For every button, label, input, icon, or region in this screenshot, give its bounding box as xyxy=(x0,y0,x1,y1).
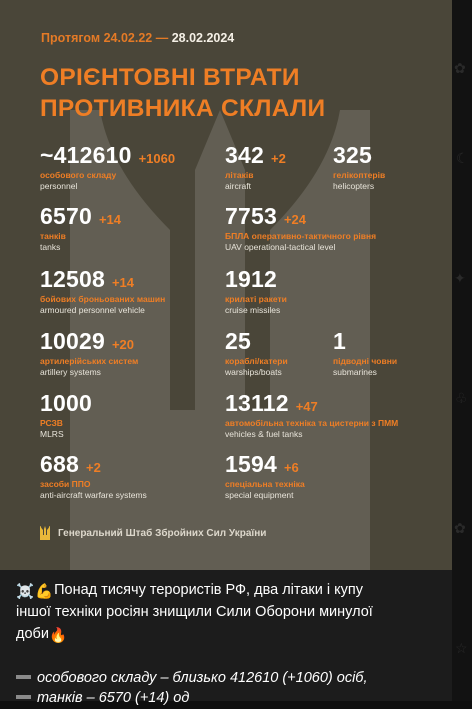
stat-value: 1 xyxy=(333,328,346,354)
stat-special-equipment xyxy=(225,451,305,500)
stat-delta: +14 xyxy=(98,212,122,227)
stat-delta: +47 xyxy=(295,399,318,414)
doodle-icon: ☾ xyxy=(456,150,469,166)
stat-delta: +24 xyxy=(283,212,307,227)
stat-label-en: vehicles & fuel tanks xyxy=(225,429,303,439)
stat-label-ua: артилерійських систем xyxy=(40,356,139,366)
stat-delta: +2 xyxy=(270,151,286,166)
stat-label-ua: БПЛА оперативно-тактичного рівня xyxy=(225,231,377,241)
stat-label-ua: особового складу xyxy=(40,170,117,180)
stat-label-en: aircraft xyxy=(225,181,251,191)
stat-value: 12508 xyxy=(40,266,105,292)
stat-value: 325 xyxy=(333,142,372,168)
period-label xyxy=(41,31,234,45)
stat-label-en: tanks xyxy=(40,242,61,252)
stat-delta: +2 xyxy=(85,460,101,475)
headline-line-1: ОРІЄНТОВНІ ВТРАТИ xyxy=(40,64,300,91)
message-line-1 xyxy=(16,580,363,603)
doodle-icon: ✿ xyxy=(454,60,466,76)
stat-label-ua: засоби ППО xyxy=(40,479,91,489)
message-line-4 xyxy=(16,668,367,689)
doodle-icon: ✦ xyxy=(454,270,466,286)
stat-value: 6570 xyxy=(40,203,92,229)
stat-mlrs xyxy=(40,390,92,439)
stat-label-en: armoured personnel vehicle xyxy=(40,305,145,315)
message-line-1-text: Понад тисячу терористів РФ, два літаки і купу xyxy=(54,582,364,598)
dash-icon xyxy=(16,695,31,699)
message-line-3-text: доби xyxy=(16,626,49,642)
skull-crossbones-icon: ☠️ xyxy=(16,584,35,600)
stat-vehicles xyxy=(225,390,398,439)
stat-armoured-vehicles xyxy=(40,266,165,315)
doodle-icon: ♧ xyxy=(455,390,468,406)
period-end-date: 28.02.2024 xyxy=(171,31,235,45)
stat-value: 342 xyxy=(225,142,264,168)
dash-icon xyxy=(16,675,31,679)
stat-label-ua: бойових броньованих машин xyxy=(40,294,166,304)
stat-cruise-missiles xyxy=(225,266,287,315)
stat-warships xyxy=(225,328,288,377)
footer xyxy=(40,526,266,540)
stat-label-ua: підводні човни xyxy=(333,356,398,366)
stat-anti-aircraft xyxy=(40,451,147,500)
stat-delta: +14 xyxy=(111,275,135,290)
stat-label-en: artillery systems xyxy=(40,367,101,377)
stat-helicopters xyxy=(333,142,385,191)
stat-delta: +6 xyxy=(283,460,299,475)
stat-value: ~412610 xyxy=(40,142,132,168)
stat-artillery xyxy=(40,328,138,377)
stat-aircraft xyxy=(225,142,286,191)
stat-label-en: helicopters xyxy=(333,181,375,191)
stat-label-en: anti-aircraft warfare systems xyxy=(40,490,147,500)
stat-value: 13112 xyxy=(225,390,289,416)
stat-value: 688 xyxy=(40,451,79,477)
stat-label-ua: спеціальна техніка xyxy=(225,479,305,489)
stat-label-en: UAV operational-tactical level xyxy=(225,242,336,252)
stat-personnel xyxy=(40,142,175,191)
stat-label-en: personnel xyxy=(40,181,78,191)
footer-text: Генеральний Штаб Збройних Сил України xyxy=(58,527,267,539)
message-line-3 xyxy=(16,624,68,647)
stat-value: 10029 xyxy=(40,328,105,354)
stat-value: 7753 xyxy=(225,203,277,229)
trident-icon xyxy=(40,526,50,540)
stat-label-ua: автомобільна техніка та цистерни з ПММ xyxy=(225,418,399,428)
stat-label-en: MLRS xyxy=(40,429,64,439)
muscle-icon: 💪 xyxy=(35,584,54,600)
stat-label-ua: кораблі/катери xyxy=(225,356,288,366)
message-line-5-text: танків – 6570 (+14) од xyxy=(37,690,190,706)
stat-value: 1000 xyxy=(40,390,92,416)
stat-label-ua: танків xyxy=(40,231,66,241)
doodle-icon: ✿ xyxy=(454,520,466,536)
stat-value: 1594 xyxy=(225,451,277,477)
message-text[interactable] xyxy=(0,570,452,706)
stat-tanks xyxy=(40,203,121,252)
period-prefix: Протягом 24.02.22 — xyxy=(41,31,172,45)
scroll-gutter[interactable] xyxy=(452,0,472,701)
headline xyxy=(40,62,420,124)
stat-delta: +1060 xyxy=(138,151,176,166)
stat-label-en: warships/boats xyxy=(225,367,282,377)
stat-label-ua: РСЗВ xyxy=(40,418,63,428)
stat-value: 1912 xyxy=(225,266,277,292)
message-line-5 xyxy=(16,688,189,709)
stat-uav xyxy=(225,203,376,252)
stat-label-ua: літаків xyxy=(225,170,254,180)
message-line-2: іншої техніки росіян знищили Сили Оборони минулої xyxy=(16,604,373,620)
stat-label-en: cruise missiles xyxy=(225,305,281,315)
headline-line-2: ПРОТИВНИКА СКЛАЛИ xyxy=(40,95,326,122)
stat-label-en: special equipment xyxy=(225,490,294,500)
stat-delta: +20 xyxy=(111,337,135,352)
stat-label-ua: гелікоптерів xyxy=(333,170,386,180)
stat-value: 25 xyxy=(225,328,251,354)
stat-label-ua: крилаті ракети xyxy=(225,294,287,304)
message-line-4-text: особового складу – близько 412610 (+1060) осіб, xyxy=(37,670,368,686)
stat-submarines xyxy=(333,328,397,377)
fire-icon: 🔥 xyxy=(48,628,67,644)
doodle-icon: ☆ xyxy=(455,640,468,656)
stat-label-en: submarines xyxy=(333,367,377,377)
